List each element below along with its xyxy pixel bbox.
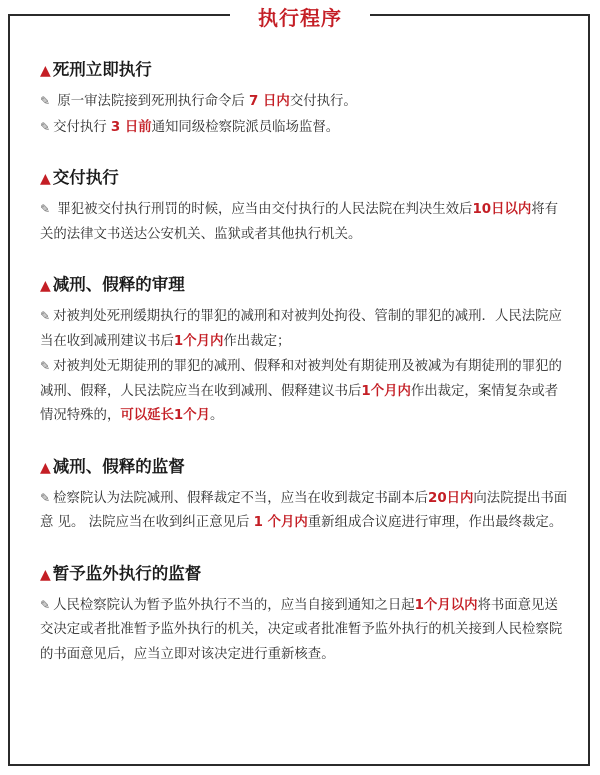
triangle-icon: ▲ <box>40 63 51 79</box>
body-text: 将书面意见送交决定或者批准暂予监外执行的机关，决定或者批准暂予监外执行的机关接到人民检察院的书面意见后，应当立即对该决定进行重新核查。 <box>40 597 563 662</box>
section-paragraph <box>40 304 570 354</box>
highlight-text: 1个月内 <box>173 333 224 349</box>
section-paragraph <box>40 89 570 115</box>
section-4 <box>40 562 570 668</box>
section-1 <box>40 166 570 247</box>
section-paragraph <box>40 354 570 429</box>
body-text: 对被判处死刑缓期执行的罪犯的减刑和对被判处拘役、管制的罪犯的减刑．人民法院应当在收到减刑建议书后 <box>40 309 562 349</box>
body-text: 作出裁定； <box>223 333 291 349</box>
title-banner <box>230 2 370 34</box>
page-title: 执行程序 <box>258 6 342 30</box>
body-text: 原一审法院接到死刑执行命令后 <box>53 94 250 109</box>
content-body <box>40 58 570 693</box>
body-text: 作出裁定，案情复杂或者情况特殊的， <box>40 383 559 423</box>
pencil-icon: ✎ <box>40 359 51 373</box>
pencil-icon: ✎ <box>40 94 51 108</box>
triangle-icon: ▲ <box>40 459 51 476</box>
body-text: 人民检察院认为暂予监外执行不当的，应当自接到通知之日起 <box>53 597 415 613</box>
highlight-text: 1 个月内 <box>253 515 308 530</box>
section-heading <box>40 58 570 83</box>
body-text: 通知同级检察院派员临场监督。 <box>151 119 340 135</box>
body-text: 对被判处无期徒刑的罪犯的减刑、假释和对被判处有期徒刑及被减为有期徒刑的罪犯的减刑、假释，人民法院应当在收到减刑、假释建议书后 <box>40 359 562 399</box>
highlight-text: 1个月内 <box>361 383 411 399</box>
triangle-icon: ▲ <box>40 566 51 583</box>
body-text: 检察院认为法院减刑、假释裁定不当，应当在收到裁定书副本后 <box>53 490 428 506</box>
highlight-text: 10日以内 <box>472 202 532 217</box>
pencil-icon: ✎ <box>40 490 51 505</box>
highlight-text: 可以延长1个月 <box>120 408 211 423</box>
highlight-text: 3 日前 <box>110 119 152 135</box>
highlight-text: 7 日内 <box>249 94 290 109</box>
section-3 <box>40 455 570 536</box>
body-text: 将有关的法律文书送达公安机关、监狱或者其他执行机关。 <box>40 202 559 242</box>
body-text: 重新组成合议庭进行审理，作出最终裁定。 <box>307 515 563 530</box>
section-heading <box>40 166 570 191</box>
body-text: 。 <box>210 408 224 423</box>
section-paragraph <box>40 593 570 668</box>
triangle-icon: ▲ <box>40 278 51 294</box>
section-heading-text: 交付执行 <box>52 168 119 187</box>
body-text: 交付执行。 <box>289 94 357 109</box>
pencil-icon: ✎ <box>40 202 51 216</box>
highlight-text: 1个月以内 <box>414 597 478 613</box>
pencil-icon: ✎ <box>40 309 51 323</box>
section-heading-text: 减刑、假释的审理 <box>52 275 185 294</box>
section-heading-text: 死刑立即执行 <box>52 60 152 79</box>
section-heading <box>40 562 570 587</box>
section-heading <box>40 273 570 298</box>
section-paragraph <box>40 486 570 536</box>
body-text: 向法院提出书面意 见。 法院应当在收到纠正意见后 <box>40 490 568 530</box>
section-heading-text: 减刑、假释的监督 <box>52 456 185 476</box>
section-paragraph <box>40 197 570 247</box>
section-heading-text: 暂予监外执行的监督 <box>52 563 202 583</box>
highlight-text: 20日内 <box>428 490 474 506</box>
section-heading <box>40 455 570 480</box>
section-0 <box>40 58 570 140</box>
section-2 <box>40 273 570 429</box>
pencil-icon: ✎ <box>40 597 51 612</box>
triangle-icon: ▲ <box>40 171 51 187</box>
body-text: 交付执行 <box>53 119 111 135</box>
body-text: 罪犯被交付执行刑罚的时候，应当由交付执行的人民法院在判决生效后 <box>53 202 473 217</box>
pencil-icon: ✎ <box>40 119 51 134</box>
section-paragraph <box>40 115 570 141</box>
